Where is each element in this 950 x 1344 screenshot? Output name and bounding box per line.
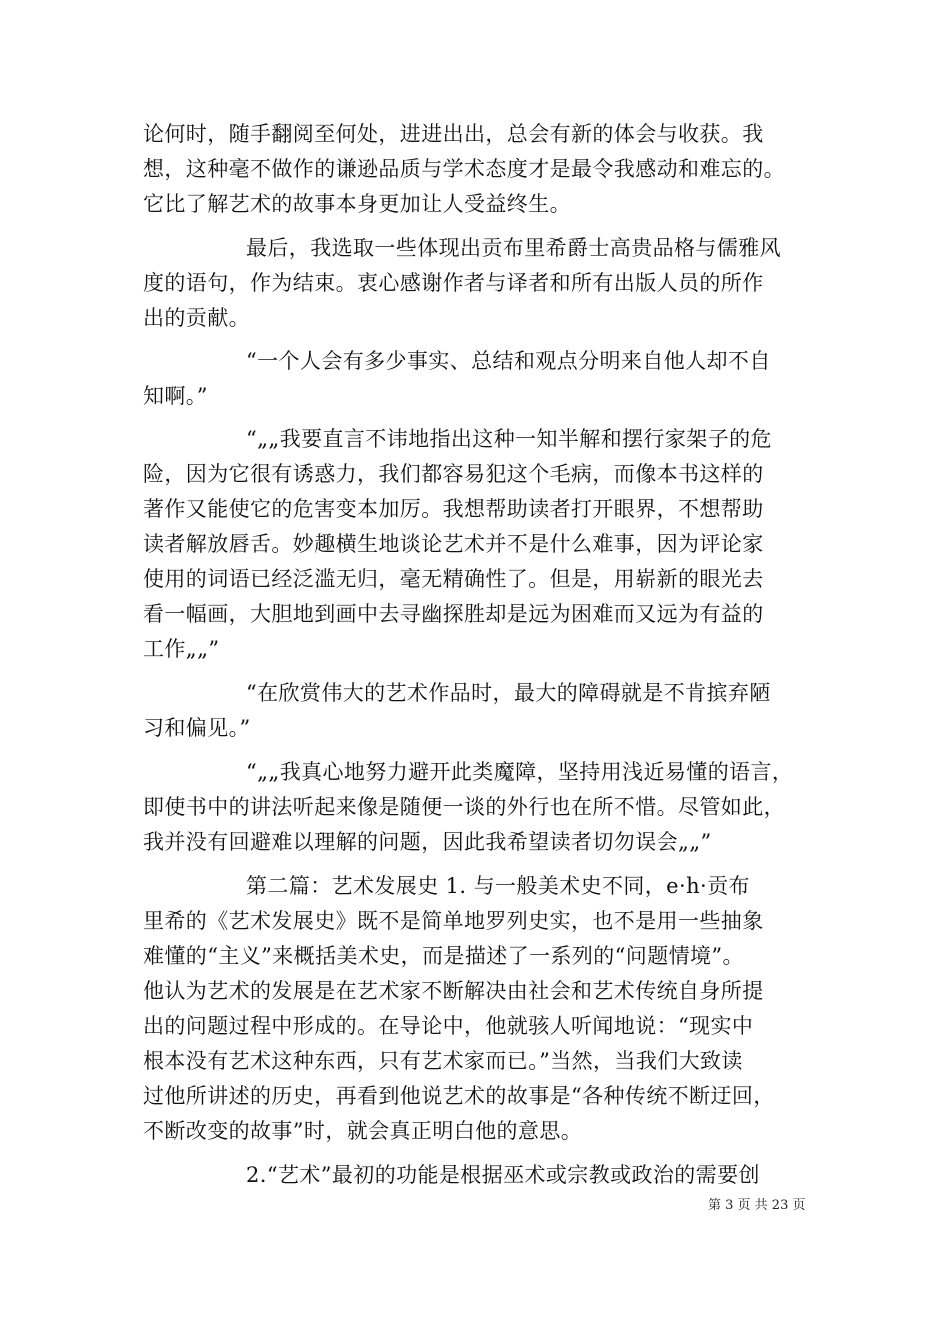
text-line: 工作„„” bbox=[143, 637, 220, 661]
text-line: 习和偏见。” bbox=[143, 716, 251, 740]
paragraph-start: 2.“艺术”最初的功能是根据巫术或宗教或政治的需要创 bbox=[246, 1163, 760, 1187]
text-line: 根本没有艺术这种东西，只有艺术家而已。”当然，当我们大致读 bbox=[143, 1049, 743, 1073]
text-line: 出的问题过程中形成的。在导论中，他就骇人听闻地说：“现实中 bbox=[143, 1014, 754, 1038]
text-line: 读者解放唇舌。妙趣横生地谈论艺术并不是什么难事，因为评论家 bbox=[143, 532, 764, 556]
text-line: 它比了解艺术的故事本身更加让人受益终生。 bbox=[143, 192, 571, 216]
page-number-footer: 第 3 页 共 23 页 bbox=[708, 1198, 806, 1213]
text-line: 不断改变的故事”时，就会真正明白他的意思。 bbox=[143, 1119, 583, 1143]
paragraph-start: “„„我真心地努力避开此类魔障，坚持用浅近易懂的语言， bbox=[246, 760, 794, 784]
text-line: 论何时，随手翻阅至何处，进进出出，总会有新的体会与收获。我 bbox=[143, 122, 764, 146]
text-line: 度的语句，作为结束。衷心感谢作者与译者和所有出版人员的所作 bbox=[143, 271, 764, 295]
text-line: 知啊。” bbox=[143, 384, 208, 408]
text-line: 使用的词语已经泛滥无归，毫无精确性了。但是，用崭新的眼光去 bbox=[143, 567, 764, 591]
paragraph-start: “„„我要直言不讳地指出这种一知半解和摆行家架子的危 bbox=[246, 427, 772, 451]
text-line: 难懂的“主义”来概括美术史，而是描述了一系列的“问题情境”。 bbox=[143, 944, 744, 968]
text-line: 想，这种毫不做作的谦逊品质与学术态度才是最令我感动和难忘的。 bbox=[143, 157, 785, 181]
text-line: 险，因为它很有诱惑力，我们都容易犯这个毛病，而像本书这样的 bbox=[143, 462, 764, 486]
paragraph-start: 最后，我选取一些体现出贡布里希爵士高贵品格与儒雅风 bbox=[246, 236, 781, 260]
text-line: 看一幅画，大胆地到画中去寻幽探胜却是远为困难而又远为有益的 bbox=[143, 602, 764, 626]
text-line: 著作又能使它的危害变本加厉。我想帮助读者打开眼界，不想帮助 bbox=[143, 497, 764, 521]
text-line: 即使书中的讲法听起来像是随便一谈的外行也在所不惜。尽管如此， bbox=[143, 795, 785, 819]
text-line: 出的贡献。 bbox=[143, 306, 250, 330]
text-line: 我并没有回避难以理解的问题，因此我希望读者切勿误会„„” bbox=[143, 830, 712, 854]
section-heading-line: 第二篇：艺术发展史 1. 与一般美术史不同，e·h·贡布 bbox=[246, 874, 750, 898]
paragraph-start: “一个人会有多少事实、总结和观点分明来自他人却不自 bbox=[246, 349, 771, 373]
text-line: 他认为艺术的发展是在艺术家不断解决由社会和艺术传统自身所提 bbox=[143, 979, 764, 1003]
text-line: 过他所讲述的历史，再看到他说艺术的故事是“各种传统不断迂回， bbox=[143, 1084, 775, 1108]
text-line: 里希的《艺术发展史》既不是简单地罗列史实，也不是用一些抽象 bbox=[143, 909, 764, 933]
paragraph-start: “在欣赏伟大的艺术作品时，最大的障碍就是不肯摈弃陋 bbox=[246, 681, 771, 705]
